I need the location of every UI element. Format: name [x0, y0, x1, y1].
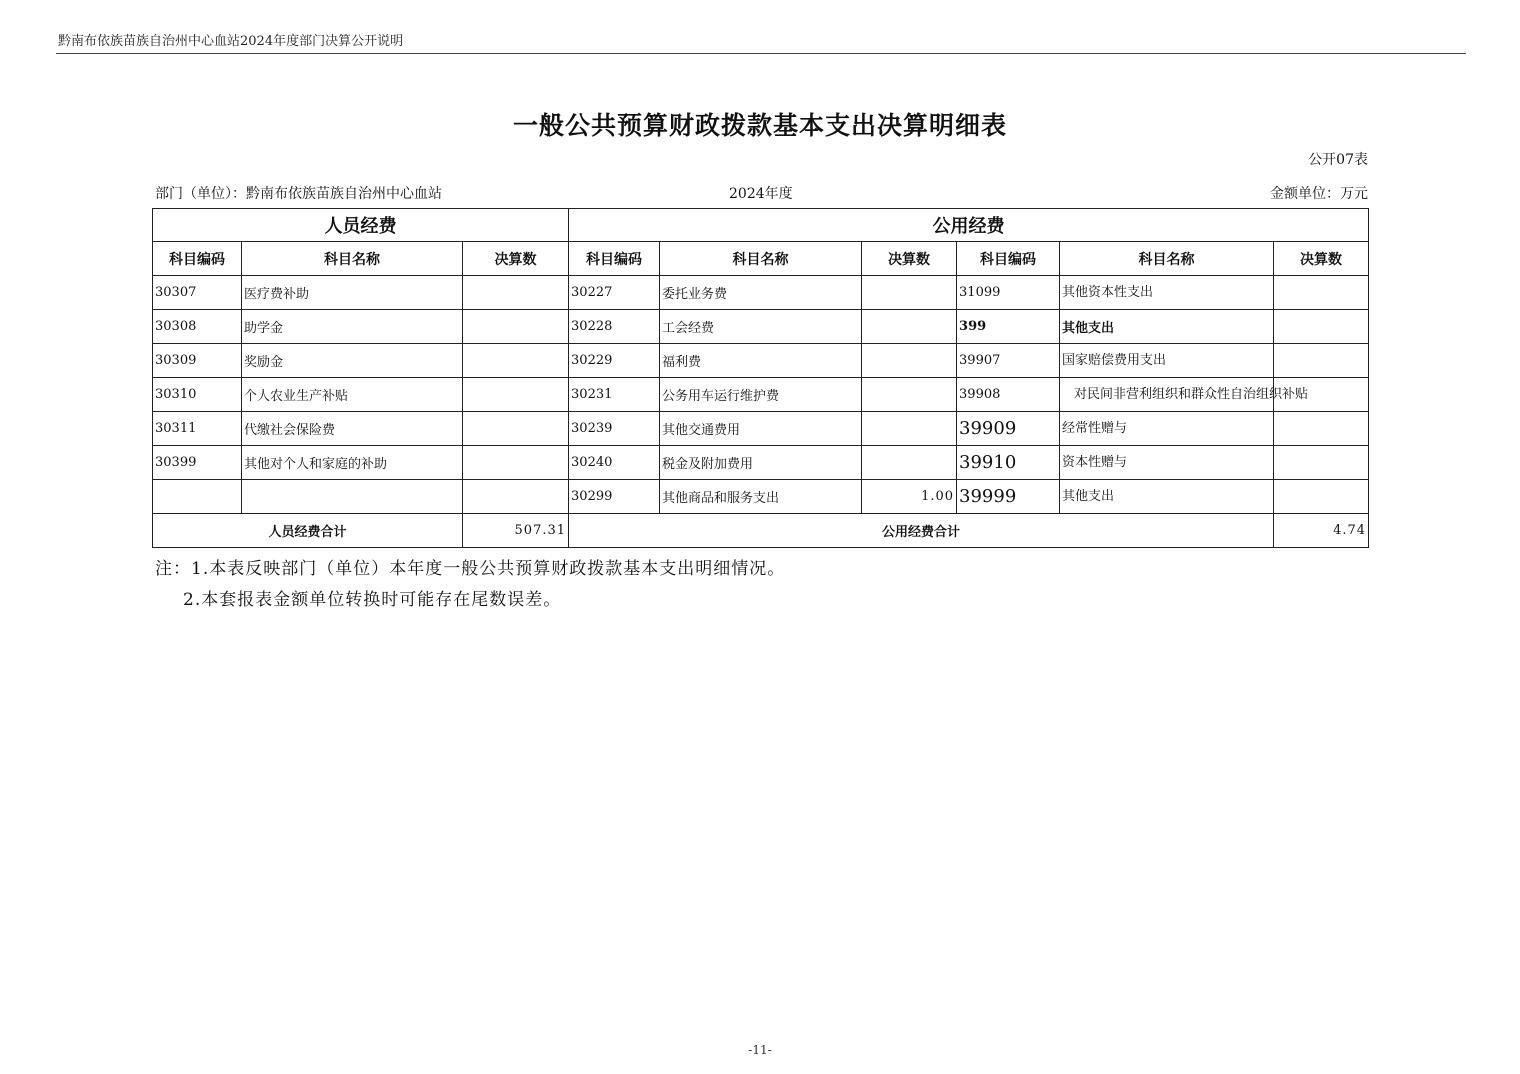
cell-name	[242, 480, 463, 514]
cell-name: 其他支出	[1060, 480, 1274, 514]
cell-amount	[862, 378, 957, 412]
cell-amount	[1274, 446, 1369, 480]
page-title: 一般公共预算财政拨款基本支出决算明细表	[512, 111, 1007, 140]
cell-name: 公务用车运行维护费	[660, 378, 862, 412]
cell-code: 30311	[153, 412, 242, 446]
col-header-amount: 决算数	[862, 242, 957, 276]
cell-name: 医疗费补助	[242, 276, 463, 310]
cell-name: 福利费	[660, 344, 862, 378]
band-header-row	[153, 209, 1369, 242]
cell-name: 其他对个人和家庭的补助	[242, 446, 463, 480]
col-header-name: 科目名称	[242, 242, 463, 276]
cell-code: 31099	[957, 276, 1060, 310]
cell-amount	[463, 412, 569, 446]
table-row	[153, 344, 1369, 378]
cell-amount	[463, 276, 569, 310]
cell-code: 39999	[957, 480, 1060, 514]
cell-name: 代缴社会保险费	[242, 412, 463, 446]
cell-code: 30240	[569, 446, 660, 480]
cell-amount: 1.00	[862, 480, 957, 514]
cell-code: 30227	[569, 276, 660, 310]
cell-name: 个人农业生产补贴	[242, 378, 463, 412]
cell-name: 税金及附加费用	[660, 446, 862, 480]
cell-code: 39908	[957, 378, 1060, 412]
table-row	[153, 310, 1369, 344]
cell-name: 经常性赠与	[1060, 412, 1274, 446]
cell-amount	[862, 446, 957, 480]
cell-amount	[463, 378, 569, 412]
cell-name: 工会经费	[660, 310, 862, 344]
column-header-row	[153, 242, 1369, 276]
fiscal-year: 2024年度	[729, 186, 793, 202]
cell-amount	[1274, 412, 1369, 446]
table-row	[153, 446, 1369, 480]
form-code: 公开07表	[1308, 152, 1368, 168]
col-header-name: 科目名称	[1060, 242, 1274, 276]
cell-amount	[463, 480, 569, 514]
public-total-value: 4.74	[1274, 514, 1369, 548]
cell-code	[153, 480, 242, 514]
public-total-label: 公用经费合计	[569, 514, 1274, 548]
cell-name: 资本性赠与	[1060, 446, 1274, 480]
cell-code: 30308	[153, 310, 242, 344]
cell-code: 30307	[153, 276, 242, 310]
header-rule	[56, 53, 1466, 54]
cell-name: 其他资本性支出	[1060, 276, 1274, 310]
col-header-amount: 决算数	[1274, 242, 1369, 276]
cell-name: 助学金	[242, 310, 463, 344]
table-row	[153, 276, 1369, 310]
cell-name: 对民间非营利组织和群众性自治组织补贴	[1060, 378, 1274, 412]
cell-code: 30299	[569, 480, 660, 514]
running-header: 黔南布依族苗族自治州中心血站2024年度部门决算公开说明	[58, 34, 404, 49]
cell-name: 委托业务费	[660, 276, 862, 310]
cell-amount	[1274, 344, 1369, 378]
cell-name: 国家赔偿费用支出	[1060, 344, 1274, 378]
cell-code: 30309	[153, 344, 242, 378]
page-number: -11-	[748, 1043, 772, 1057]
cell-code: 30239	[569, 412, 660, 446]
cell-amount	[862, 344, 957, 378]
cell-code: 30228	[569, 310, 660, 344]
col-header-amount: 决算数	[463, 242, 569, 276]
cell-code: 39910	[957, 446, 1060, 480]
cell-name: 奖励金	[242, 344, 463, 378]
cell-name: 其他支出	[1060, 310, 1274, 344]
note-2: 2.本套报表金额单位转换时可能存在尾数误差。	[183, 590, 562, 610]
cell-code: 30231	[569, 378, 660, 412]
cell-code: 39909	[957, 412, 1060, 446]
cell-amount	[1274, 310, 1369, 344]
cell-code: 30310	[153, 378, 242, 412]
department-label: 部门（单位）：黔南布依族苗族自治州中心血站	[155, 186, 442, 202]
cell-code: 30399	[153, 446, 242, 480]
cell-amount	[1274, 480, 1369, 514]
cell-name: 其他商品和服务支出	[660, 480, 862, 514]
cell-code: 30229	[569, 344, 660, 378]
cell-code: 39907	[957, 344, 1060, 378]
cell-amount	[463, 310, 569, 344]
col-header-code: 科目编码	[957, 242, 1060, 276]
personnel-total-label: 人员经费合计	[153, 514, 463, 548]
cell-code: 399	[957, 310, 1060, 344]
band-public: 公用经费	[569, 209, 1369, 242]
col-header-code: 科目编码	[153, 242, 242, 276]
cell-amount	[862, 276, 957, 310]
personnel-total-value: 507.31	[463, 514, 569, 548]
cell-amount	[862, 412, 957, 446]
band-personnel: 人员经费	[153, 209, 569, 242]
total-row	[153, 514, 1369, 548]
cell-amount	[1274, 276, 1369, 310]
note-1: 注：1.本表反映部门（单位）本年度一般公共预算财政拨款基本支出明细情况。	[155, 559, 786, 579]
cell-amount	[463, 446, 569, 480]
cell-amount	[862, 310, 957, 344]
col-header-name: 科目名称	[660, 242, 862, 276]
amount-unit: 金额单位：万元	[1270, 186, 1368, 202]
table-row	[153, 412, 1369, 446]
cell-name: 其他交通费用	[660, 412, 862, 446]
table-row	[153, 480, 1369, 514]
cell-amount	[463, 344, 569, 378]
table-row	[153, 378, 1369, 412]
expenditure-detail-table	[152, 208, 1369, 548]
col-header-code: 科目编码	[569, 242, 660, 276]
